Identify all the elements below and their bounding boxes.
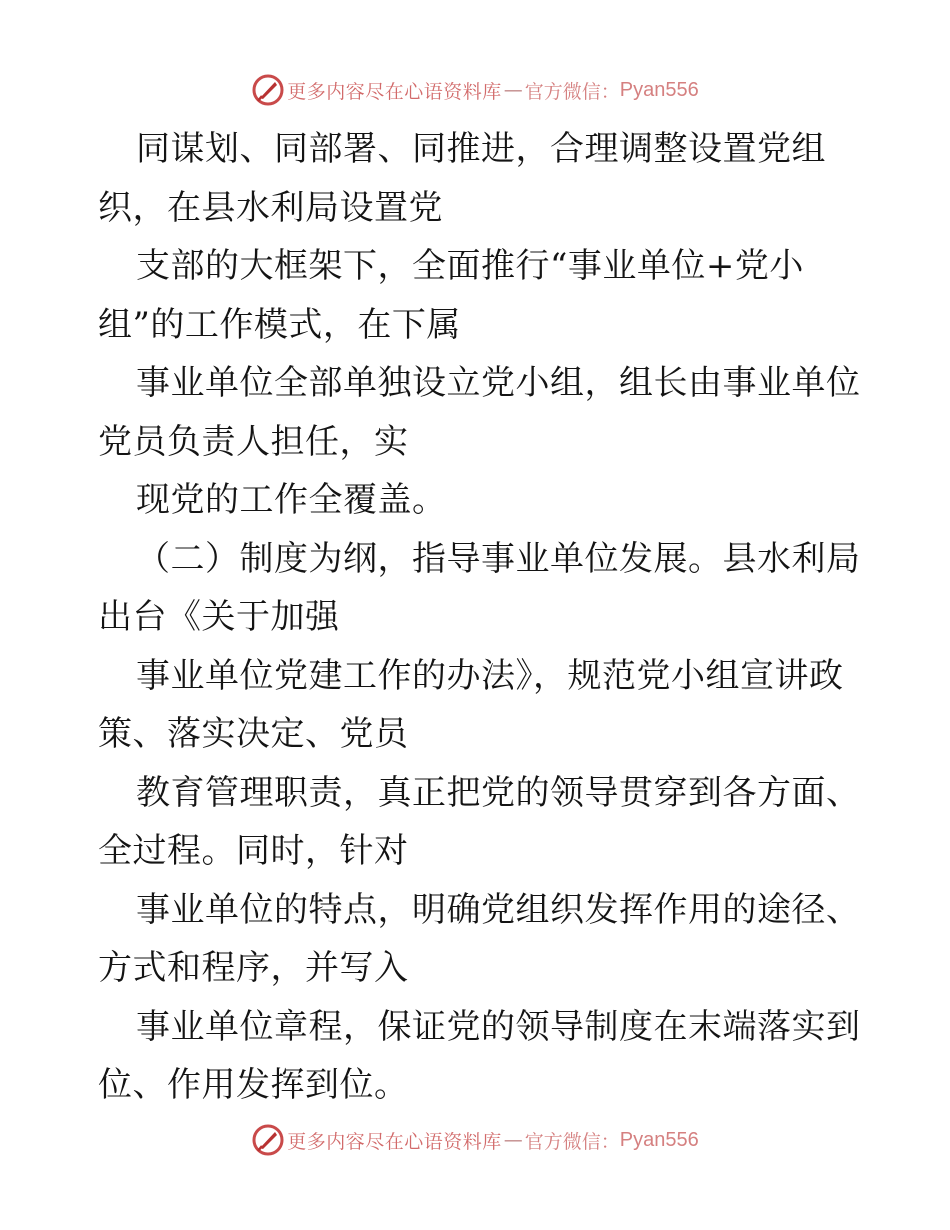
text-line: 现党的工作全覆盖。: [136, 480, 447, 520]
header-watermark: [0, 70, 950, 110]
text-line: 支部的大框架下，全面推行“事业单位+党小: [136, 246, 804, 286]
text-line: 组”的工作模式，在下属: [98, 304, 461, 345]
text-line: 出台《关于加强: [98, 597, 340, 637]
text-line: 策、落实决定、党员: [98, 714, 409, 754]
watermark-site-text: 更多内容尽在心语资料库: [287, 80, 502, 103]
watermark-separator: —: [503, 1129, 523, 1151]
text-line: 事业单位章程，保证党的领导制度在末端落实到: [136, 1006, 861, 1047]
watermark-wechat-id: Pyan556: [619, 1128, 699, 1151]
text-line: 织，在县水利局设置党: [98, 187, 443, 228]
document-body: [98, 120, 868, 1115]
text-line: 教育管理职责，真正把党的领导贯穿到各方面、: [136, 772, 861, 813]
quill-logo-icon: [251, 73, 285, 107]
text-line: 方式和程序，并写入: [98, 948, 409, 988]
watermark-wechat-label: 官方微信：: [524, 80, 620, 103]
footer-watermark: [0, 1120, 950, 1160]
watermark-wechat-id: Pyan556: [619, 78, 699, 101]
text-line: 位、作用发挥到位。: [98, 1065, 409, 1105]
quill-logo-icon: [251, 1123, 285, 1157]
text-line: 事业单位的特点，明确党组织发挥作用的途径、: [136, 889, 861, 930]
watermark-separator: —: [503, 79, 523, 101]
text-line: （二）制度为纲，指导事业单位发展。县水利局: [136, 538, 861, 579]
text-line: 事业单位全部单独设立党小组，组长由事业单位: [136, 363, 861, 403]
watermark-site-text: 更多内容尽在心语资料库: [287, 1130, 502, 1153]
text-line: 同谋划、同部署、同推进，合理调整设置党组: [136, 129, 826, 169]
text-line: 党员负责人担任，实: [98, 421, 409, 462]
text-line: 事业单位党建工作的办法》，规范党小组宣讲政: [136, 655, 844, 696]
text-line: 全过程。同时，针对: [98, 831, 409, 871]
watermark-wechat-label: 官方微信：: [524, 1130, 620, 1153]
